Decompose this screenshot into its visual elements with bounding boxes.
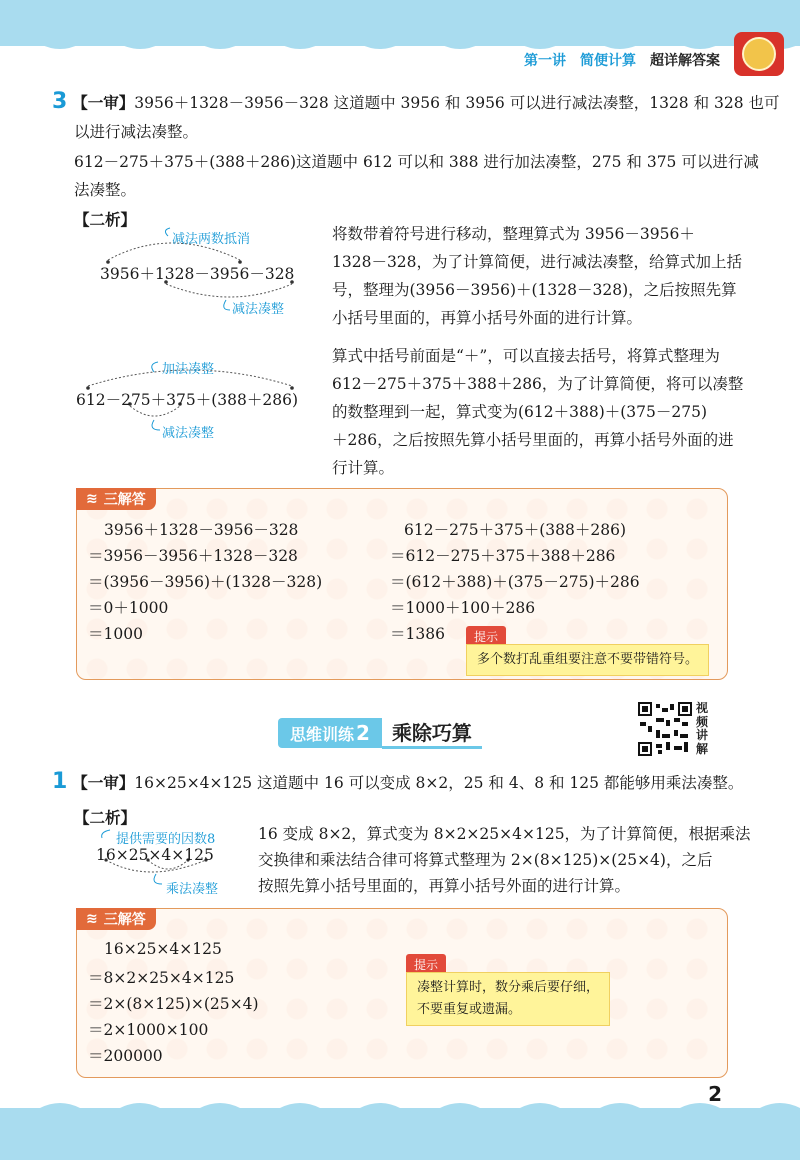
q1-analysis-line1: 16 变成 8×2，算式变为 8×2×25×4×125，为了计算简便，根据乘法 xyxy=(258,825,751,843)
q3-sol-right-1: 612－275＋375＋(388＋286) xyxy=(404,521,627,539)
q3-tag-review: 【一审】 xyxy=(72,94,135,112)
q3-solution-title: 三解答 xyxy=(103,492,146,508)
q3-review-text3: 612－275＋375＋(388＋286)这道题中 612 可以和 388 进行加法凑整，275 和 375 可以进行减 xyxy=(74,153,759,171)
q1-tag-review: 【一审】 xyxy=(72,774,135,792)
q3-sol-left-4: ＝0＋1000 xyxy=(88,599,169,617)
q1-hint-line1: 凑整计算时，数分乘后要仔细， xyxy=(417,980,600,995)
q3-tag-analysis: 【二析】 xyxy=(74,211,137,229)
q3-review-text1: 3956＋1328－3956－328 这道题中 3956 和 3956 可以进行减法凑整，1328 和 328 也可 xyxy=(134,94,780,112)
q3-solution-tab xyxy=(76,488,156,510)
q1-hint-line2: 不要重复或遗漏。 xyxy=(417,1002,522,1017)
q1-sol-5: ＝200000 xyxy=(88,1047,163,1065)
q3-diagram1-note-bottom: 减法凑整 xyxy=(232,302,285,317)
q3-analysis2-line3: 的数整理到一起，算式变为(612＋388)＋(375－275) xyxy=(332,403,708,421)
q1-tag-analysis: 【二析】 xyxy=(74,809,137,827)
section-name: 乘除巧算 xyxy=(382,717,482,749)
section-title xyxy=(278,718,482,748)
q3-diagram2-note-bottom: 减法凑整 xyxy=(162,426,215,441)
q3-analysis1-line3: 号，整理为(3956－3956)＋(1328－328)，之后按照先算 xyxy=(332,281,737,299)
q1-analysis-line3: 按照先算小括号里面的，再算小括号外面的进行计算。 xyxy=(258,877,631,895)
bottom-wave xyxy=(0,1096,800,1118)
q3-hint-box: 多个数打乱重组要注意不要带错符号。 xyxy=(466,644,709,676)
q3-number: 3 xyxy=(52,89,68,114)
q3-sol-right-4: ＝1000＋100＋286 xyxy=(390,599,536,617)
q3-analysis1-line2: 1328－328，为了计算简便，进行减法凑整，给算式加上括 xyxy=(332,253,743,271)
q3-analysis1-line4: 小括号里面的，再算小括号外面的进行计算。 xyxy=(332,309,643,327)
q1-sol-2: ＝8×2×25×4×125 xyxy=(88,969,235,987)
waves-icon: ≋ xyxy=(86,911,98,927)
brand-logo xyxy=(734,32,784,76)
q1-line1 xyxy=(52,768,743,797)
q3-analysis2-line1: 算式中括号前面是“＋”，可以直接去括号，将算式整理为 xyxy=(332,347,720,365)
q3-sol-left-5: ＝1000 xyxy=(88,625,143,643)
q3-hint-tab: 提示 xyxy=(466,626,506,646)
q1-sol-1: 16×25×4×125 xyxy=(104,940,222,958)
q3-review-text4: 法凑整。 xyxy=(74,181,137,199)
q3-analysis2-line4: ＋286，之后按照先算小括号里面的，再算小括号外面的进 xyxy=(332,431,734,449)
q3-sol-left-3: ＝(3956－3956)＋(1328－328) xyxy=(88,573,323,591)
q3-analysis2-line5: 行计算。 xyxy=(332,459,395,477)
q3-diagram2-note-top: 加法凑整 xyxy=(162,362,215,377)
q3-sol-left-1: 3956＋1328－3956－328 xyxy=(104,521,299,539)
q1-solution-tab xyxy=(76,908,156,930)
q3-diagram2-formula: 612－275＋375＋(388＋286) xyxy=(76,391,299,409)
q1-analysis-line2: 交换律和乘法结合律可将算式整理为 2×(8×125)×(25×4)，之后 xyxy=(258,851,713,869)
topic-label: 简便计算 xyxy=(580,53,636,69)
q3-analysis2-line2: 612－275＋375＋388＋286，为了计算简便，将可以凑整 xyxy=(332,375,744,393)
q1-number: 1 xyxy=(52,769,68,794)
waves-icon: ≋ xyxy=(86,491,98,507)
q1-hint-box xyxy=(406,972,610,1026)
q1-sol-3: ＝2×(8×125)×(25×4) xyxy=(88,995,259,1013)
q3-sol-right-5: ＝1386 xyxy=(390,625,445,643)
q1-diagram-note-top: 提供需要的因数8 xyxy=(116,832,216,847)
q3-line1 xyxy=(52,88,780,117)
q1-sol-4: ＝2×1000×100 xyxy=(88,1021,209,1039)
q1-hint-tab: 提示 xyxy=(406,954,446,974)
answer-label: 超详解答案 xyxy=(650,53,720,69)
page-number: 2 xyxy=(708,1082,722,1106)
q1-solution-title: 三解答 xyxy=(103,912,146,928)
q3-analysis1-line1: 将数带着符号进行移动，整理算式为 3956－3956＋ xyxy=(332,225,695,243)
qr-code-icon[interactable] xyxy=(638,702,692,756)
section-label: 思维训练 xyxy=(290,724,355,744)
section-pill xyxy=(278,718,382,748)
logo-emblem-icon xyxy=(742,37,776,71)
section-number: 2 xyxy=(356,721,370,745)
q3-sol-right-2: ＝612－275＋375＋388＋286 xyxy=(390,547,616,565)
q1-review-text: 16×25×4×125 这道题中 16 可以变成 8×2，25 和 4、8 和 125 都能够用乘法凑整。 xyxy=(134,774,744,792)
video-label: 视频讲解 xyxy=(696,701,709,756)
q3-sol-right-3: ＝(612＋388)＋(375－275)＋286 xyxy=(390,573,640,591)
q3-review-text2: 以进行减法凑整。 xyxy=(74,123,199,141)
page-header xyxy=(524,48,720,72)
q3-diagram1-note-top: 减法两数抵消 xyxy=(172,232,251,247)
q3-sol-left-2: ＝3956－3956＋1328－328 xyxy=(88,547,298,565)
lecture-label: 第一讲 xyxy=(524,53,566,69)
q3-diagram1-formula: 3956＋1328－3956－328 xyxy=(100,265,295,283)
q1-diagram-formula: 16×25×4×125 xyxy=(96,846,214,864)
q1-diagram-note-bottom: 乘法凑整 xyxy=(166,882,219,897)
